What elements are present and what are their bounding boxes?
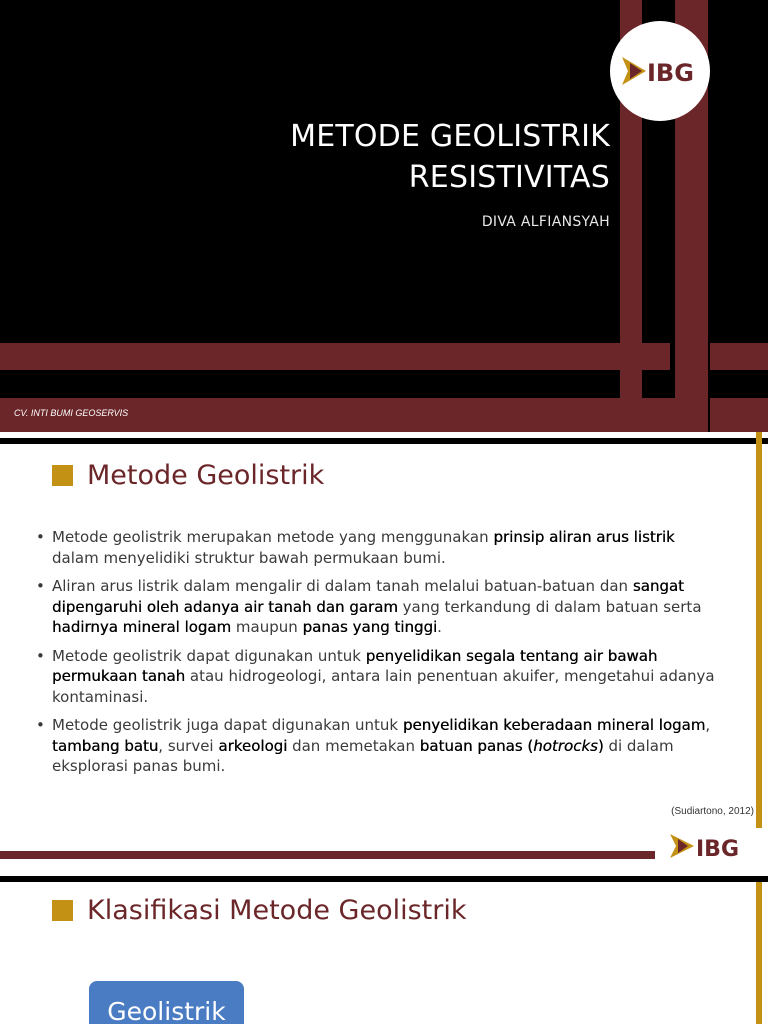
section-heading xyxy=(52,895,466,926)
bullet-list xyxy=(36,527,726,785)
ibg-logo-icon xyxy=(620,51,700,91)
company-name: CV. INTI BUMI GEOSERVIS xyxy=(14,408,129,418)
author-name: DIVA ALFIANSYAH xyxy=(481,214,610,230)
title-slide xyxy=(0,0,768,432)
gold-accent-bar xyxy=(756,432,762,828)
bullet-item: • Aliran arus listrik dalam mengalir di dalam tanah melalui batuan-batuan dan sangat dipengaruhi oleh adanya air tanah dan garam yang terkandung di dalam batuan serta hadirnya mineral logam maupun panas yang tinggi. xyxy=(36,576,726,638)
heading-square-icon xyxy=(52,465,73,486)
citation: (Sudiartono, 2012) xyxy=(671,806,754,817)
heading-text: Klasifikasi Metode Geolistrik xyxy=(87,895,467,926)
ibg-logo-small-icon xyxy=(668,828,758,864)
bullet-item: • Metode geolistrik dapat digunakan untuk penyelidikan segala tentang air bawah permukaan tanah atau hidrogeologi, antara lain penentuan akuifer, mengetahui adanya kontaminasi. xyxy=(36,646,726,708)
slide-title-line1: METODE GEOLISTRIK xyxy=(290,119,610,154)
content-slide-metode xyxy=(0,432,768,867)
svg-text:IBG: IBG xyxy=(647,59,694,87)
geolistrik-box: Geolistrik xyxy=(89,981,244,1024)
svg-text:IBG: IBG xyxy=(696,837,740,862)
bullet-item: • Metode geolistrik juga dapat digunakan untuk penyelidikan keberadaan mineral logam, tambang batu, survei arkeologi dan memetakan batuan panas (hotrocks) di dalam eksplorasi panas bumi. xyxy=(36,715,726,777)
slide-title-line2: RESISTIVITAS xyxy=(408,160,610,195)
gold-accent-bar xyxy=(756,882,762,1024)
bullet-item: • Metode geolistrik merupakan metode yang menggunakan prinsip aliran arus listrik dalam menyelidiki struktur bawah permukaan bumi. xyxy=(36,527,726,568)
ibg-logo-small xyxy=(668,828,758,867)
band-horizontal-lower-right xyxy=(710,398,768,432)
ibg-logo xyxy=(610,21,710,121)
heading-text: Metode Geolistrik xyxy=(87,460,325,491)
bottom-divider xyxy=(0,851,655,859)
heading-square-icon xyxy=(52,900,73,921)
band-horizontal-upper-right xyxy=(710,343,768,370)
slide-title xyxy=(290,116,610,198)
top-divider xyxy=(0,438,768,444)
band-horizontal-upper xyxy=(0,343,670,370)
top-divider xyxy=(0,876,768,882)
content-slide-klasifikasi xyxy=(0,867,768,1024)
section-heading xyxy=(52,460,324,491)
